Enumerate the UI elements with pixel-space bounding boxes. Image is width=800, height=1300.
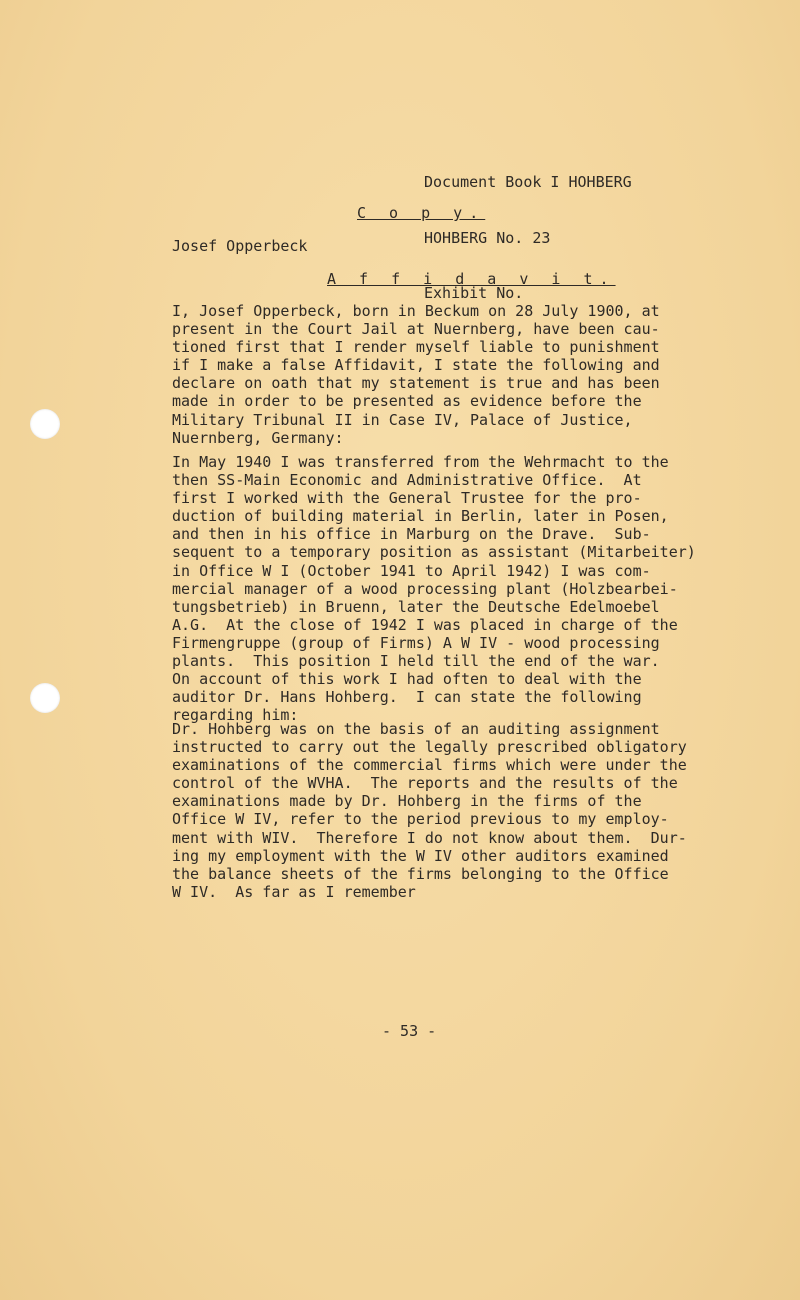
text-line: and then in his office in Marburg on the Drave. Sub-	[172, 525, 651, 544]
text-line: instructed to carry out the legally prescribed obligatory	[172, 738, 687, 757]
hohberg-number-line: HOHBERG No. 23	[424, 228, 551, 247]
page-number: - 53 -	[382, 1022, 437, 1040]
text-line: On account of this work I had often to deal with the	[172, 670, 642, 689]
text-line: regarding him:	[172, 706, 299, 725]
paragraph-career	[172, 453, 696, 724]
text-line: declare on oath that my statement is true and has been	[172, 374, 660, 393]
text-line: W IV. As far as I remember	[172, 882, 416, 901]
text-line: ment with WIV. Therefore I do not know about them. Dur-	[172, 828, 687, 847]
text-line: Military Tribunal II in Case IV, Palace of Justice,	[172, 410, 633, 429]
text-line: examinations of the commercial firms which were under the	[172, 756, 687, 775]
text-line: tioned first that I render myself liable to punishment	[172, 338, 660, 357]
text-line: A.G. At the close of 1942 I was placed in charge of the	[172, 615, 678, 634]
paragraph-oath	[172, 302, 660, 447]
text-line: ing my employment with the W IV other auditors examined	[172, 846, 669, 865]
text-line: present in the Court Jail at Nuernberg, have been cau-	[172, 320, 660, 339]
text-line: sequent to a temporary position as assistant (Mitarbeiter)	[172, 543, 696, 562]
affidavit-title: A f f i d a v i t.	[327, 270, 616, 288]
exhibit-number-line: Exhibit No.	[424, 284, 524, 302]
copy-title: C o p y.	[357, 204, 486, 222]
text-line: control of the WVHA. The reports and the results of the	[172, 774, 678, 793]
text-line: Firmengruppe (group of Firms) A W IV - wood processing	[172, 633, 660, 652]
text-line: mercial manager of a wood processing plant (Holzbearbei-	[172, 579, 678, 598]
document-book-line: Document Book I HOHBERG	[424, 173, 632, 191]
text-line: tungsbetrieb) in Bruenn, later the Deutsche Edelmoebel	[172, 597, 660, 616]
text-line: examinations made by Dr. Hohberg in the firms of the	[172, 792, 642, 811]
text-line: duction of building material in Berlin, later in Posen,	[172, 507, 669, 526]
text-line: first I worked with the General Trustee for the pro-	[172, 489, 642, 508]
text-line: In May 1940 I was transferred from the Wehrmacht to the	[172, 453, 669, 471]
paragraph-audit	[172, 720, 687, 901]
text-line: then SS-Main Economic and Administrative Office. At	[172, 471, 642, 490]
text-line: I, Josef Opperbeck, born in Beckum on 28 July 1900, at	[172, 302, 660, 320]
text-line: in Office W I (October 1941 to April 1942) I was com-	[172, 561, 651, 580]
text-line: plants. This position I held till the end of the war.	[172, 652, 660, 671]
text-line: auditor Dr. Hans Hohberg. I can state the following	[172, 688, 642, 707]
text-line: Office W IV, refer to the period previous to my employ-	[172, 810, 669, 829]
text-line: if I make a false Affidavit, I state the following and	[172, 356, 660, 375]
punch-hole-bottom	[30, 683, 60, 713]
text-line: made in order to be presented as evidence before the	[172, 392, 642, 411]
text-line: Dr. Hohberg was on the basis of an auditing assignment	[172, 720, 660, 738]
text-line: Nuernberg, Germany:	[172, 428, 344, 447]
text-line: the balance sheets of the firms belonging to the Office	[172, 864, 669, 883]
punch-hole-top	[30, 409, 60, 439]
author-name: Josef Opperbeck	[172, 237, 308, 255]
